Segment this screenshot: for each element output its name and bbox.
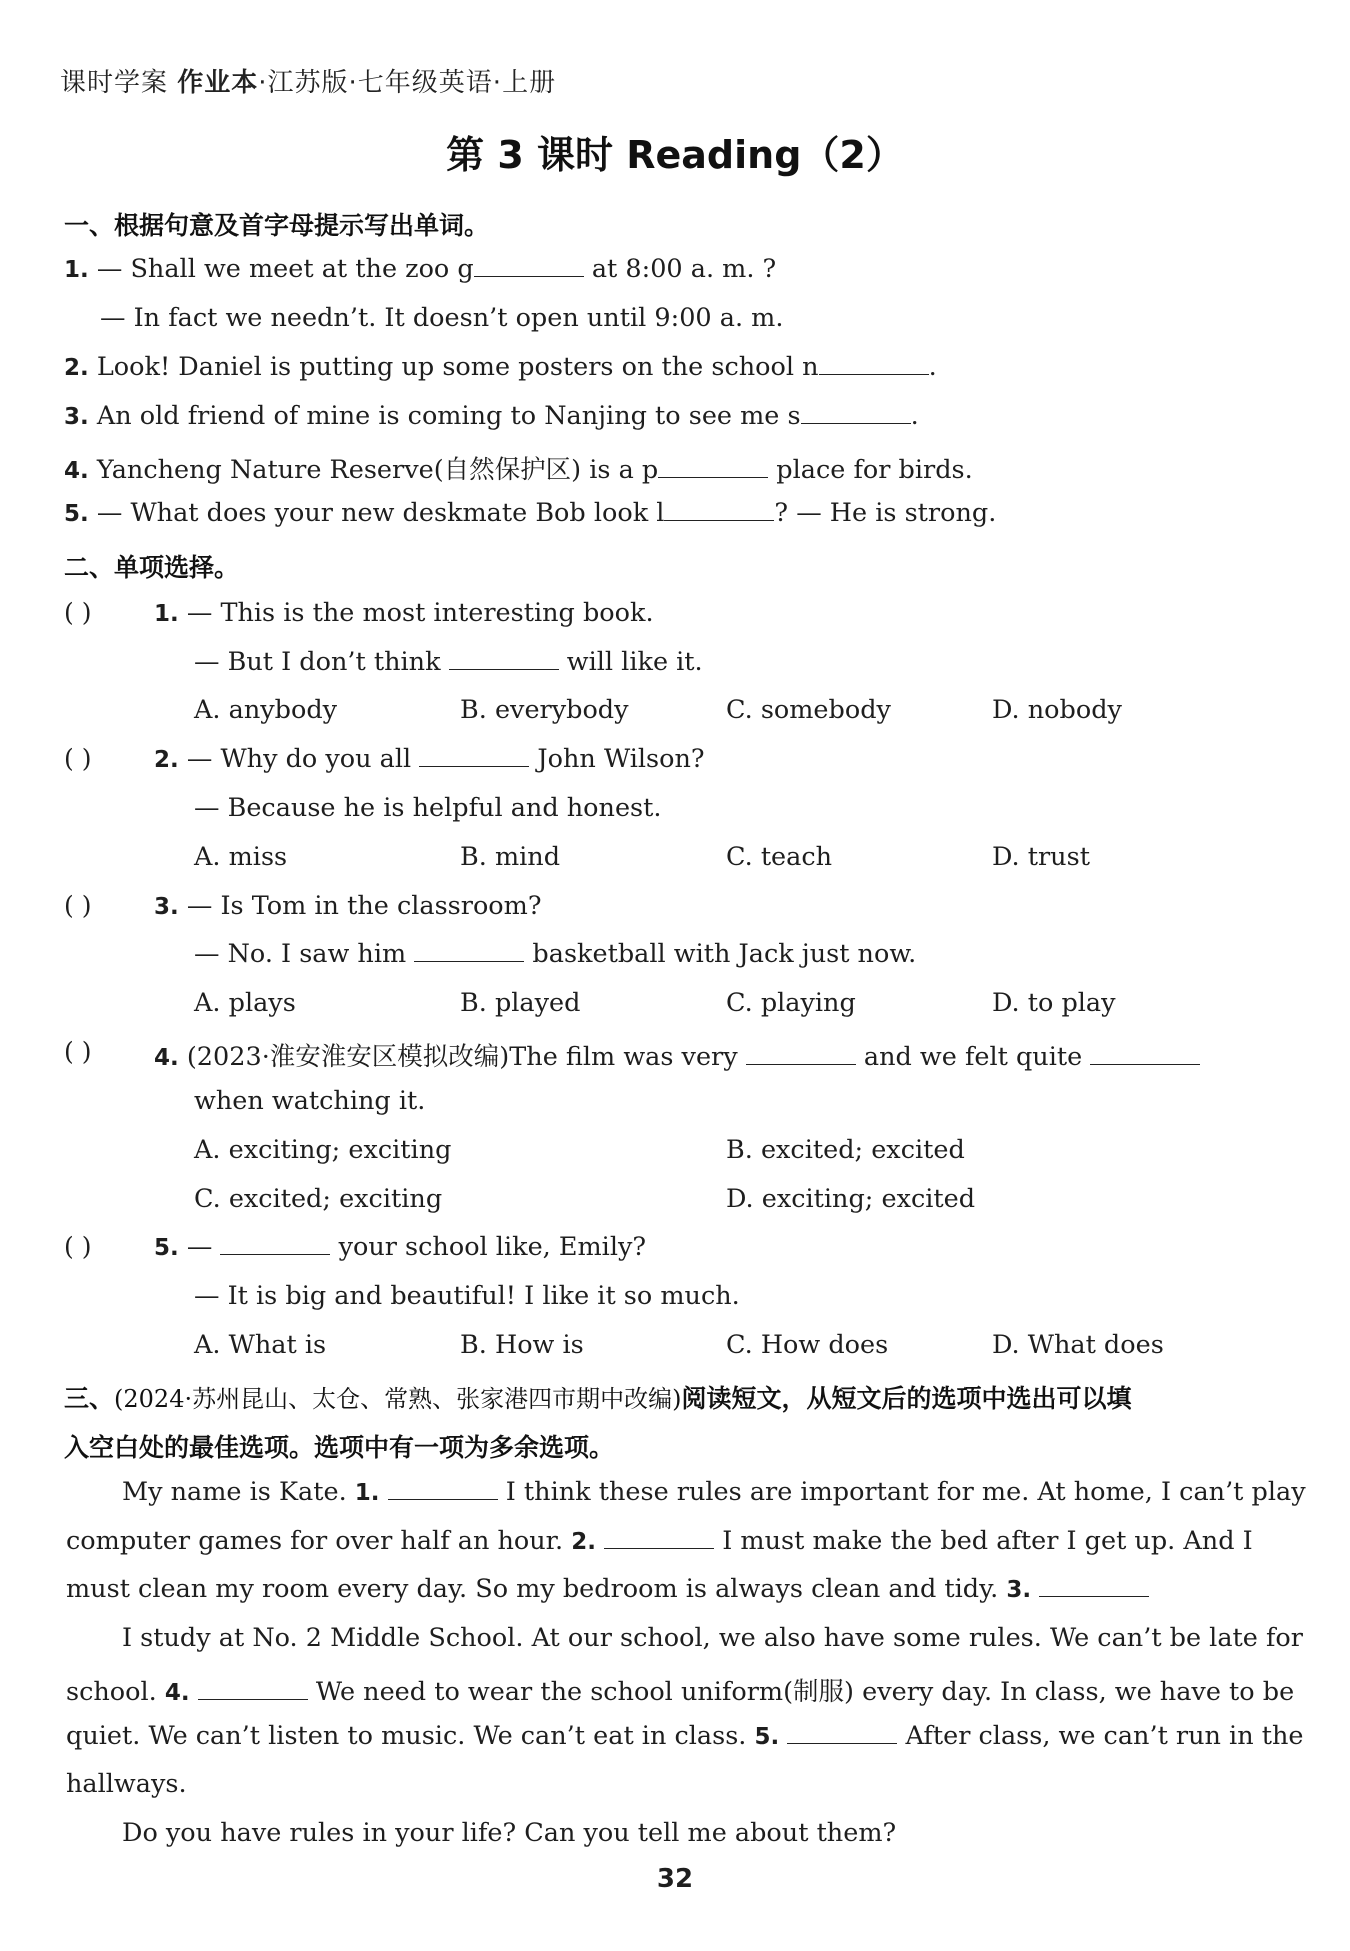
passage-p1-line2: computer games for over half an hour. 2. I must make the bed after I get up. And I [66,1526,1253,1556]
answer-blank[interactable] [388,1477,498,1500]
s2-q5-option-d[interactable]: D. What does [992,1330,1164,1360]
s2-q2-line2: — Because he is helpful and honest. [194,793,662,823]
answer-blank[interactable] [658,455,768,478]
s1-item-2: 2. Look! Daniel is putting up some posters on the school n . [64,352,937,382]
s2-q3-option-d[interactable]: D. to play [992,988,1116,1018]
lesson-title: 第 3 课时 Reading（2） [446,133,904,177]
s2-q2-option-a[interactable]: A. miss [194,842,288,872]
answer-blank[interactable] [746,1042,856,1065]
s2-q4-option-c[interactable]: C. excited; exciting [194,1184,443,1214]
s2-q3-line2: — No. I saw him basketball with Jack just now. [194,939,917,969]
answer-parentheses[interactable]: ( ) [64,598,92,627]
s2-q2-option-c[interactable]: C. teach [726,842,833,872]
s2-q1-option-b[interactable]: B. everybody [460,695,629,725]
s2-q1-option-a[interactable]: A. anybody [194,695,338,725]
header-series: 课时学案 [60,68,178,98]
s2-q5-option-b[interactable]: B. How is [460,1330,584,1360]
s2-q3-line1: 3. — Is Tom in the classroom? [154,891,542,921]
s2-q4-line1: 4. (2023·淮安淮安区模拟改编)The film was very and we felt quite [154,1037,1200,1073]
answer-blank[interactable] [801,401,911,424]
passage-p2-line2: school. 4. We need to wear the school uniform(制服) every day. In class, we have to be [66,1677,1295,1707]
answer-blank[interactable] [198,1677,308,1700]
answer-blank[interactable] [604,1526,714,1549]
s1-item-3: 3. An old friend of mine is coming to Nanjing to see me s . [64,401,919,431]
answer-blank[interactable] [819,352,929,375]
s1-item-4: 4. Yancheng Nature Reserve(自然保护区) is a p place for birds. [64,455,973,485]
answer-blank[interactable] [419,744,529,767]
section-3-heading: 三、(2024·苏州昆山、太仓、常熟、张家港四市期中改编)阅读短文，从短文后的选项中选出可以填 [64,1384,1132,1413]
s2-q2-option-b[interactable]: B. mind [460,842,561,872]
s2-q1-line2: — But I don’t think will like it. [194,647,703,677]
s2-q3-option-b[interactable]: B. played [460,988,581,1018]
page-number: 32 [656,1864,694,1894]
s2-q4-option-d[interactable]: D. exciting; excited [726,1184,976,1214]
s2-q2-line1: 2. — Why do you all John Wilson? [154,744,705,774]
answer-blank[interactable] [220,1232,330,1255]
running-header [60,62,556,99]
answer-parentheses[interactable]: ( ) [64,1037,92,1066]
s2-q4-line2: when watching it. [194,1086,426,1116]
s2-q4-option-a[interactable]: A. exciting; exciting [194,1135,452,1165]
answer-blank[interactable] [449,647,559,670]
s2-q3-option-c[interactable]: C. playing [726,988,856,1018]
answer-blank[interactable] [664,498,774,521]
passage-p2-line4: hallways. [66,1769,187,1799]
s2-q1-option-c[interactable]: C. somebody [726,695,891,725]
passage-p1-line3: must clean my room every day. So my bedroom is always clean and tidy. 3. [66,1574,1149,1604]
answer-blank[interactable] [787,1721,897,1744]
s1-item-5: 5. — What does your new deskmate Bob look l ? — He is strong. [64,498,997,528]
header-edition: ·江苏版·七年级英语·上册 [258,68,557,98]
s2-q2-option-d[interactable]: D. trust [992,842,1090,872]
answer-blank[interactable] [1039,1574,1149,1597]
answer-blank[interactable] [474,254,584,277]
s2-q4-option-b[interactable]: B. excited; excited [726,1135,965,1165]
s2-q5-option-a[interactable]: A. What is [194,1330,327,1360]
answer-parentheses[interactable]: ( ) [64,744,92,773]
header-book: 作业本 [177,68,259,98]
s2-q5-line2: — It is big and beautiful! I like it so much. [194,1281,740,1311]
s1-item-1: 1. — Shall we meet at the zoo g at 8:00 a. m. ? [64,254,777,284]
answer-parentheses[interactable]: ( ) [64,1232,92,1261]
passage-p1-line1: My name is Kate. 1. I think these rules are important for me. At home, I can’t play [122,1477,1306,1507]
s1-item-1-reply: — In fact we needn’t. It doesn’t open until 9:00 a. m. [100,303,784,333]
section-3-heading-cont: 入空白处的最佳选项。选项中有一项为多余选项。 [64,1433,615,1462]
answer-parentheses[interactable]: ( ) [64,891,92,920]
passage-p2-line3: quiet. We can’t listen to music. We can’t eat in class. 5. After class, we can’t run in the [66,1721,1304,1751]
s2-q1-line1: 1. — This is the most interesting book. [154,598,654,628]
section-1-heading: 一、根据句意及首字母提示写出单词。 [64,211,490,240]
passage-p3: Do you have rules in your life? Can you tell me about them? [122,1818,897,1848]
passage-p2-line1: I study at No. 2 Middle School. At our school, we also have some rules. We can’t be late for [122,1623,1303,1653]
s2-q1-option-d[interactable]: D. nobody [992,695,1122,725]
section-2-heading: 二、单项选择。 [64,553,240,582]
answer-blank[interactable] [414,939,524,962]
s2-q5-line1: 5. — your school like, Emily? [154,1232,647,1262]
s2-q5-option-c[interactable]: C. How does [726,1330,889,1360]
s2-q3-option-a[interactable]: A. plays [194,988,296,1018]
answer-blank[interactable] [1090,1042,1200,1065]
